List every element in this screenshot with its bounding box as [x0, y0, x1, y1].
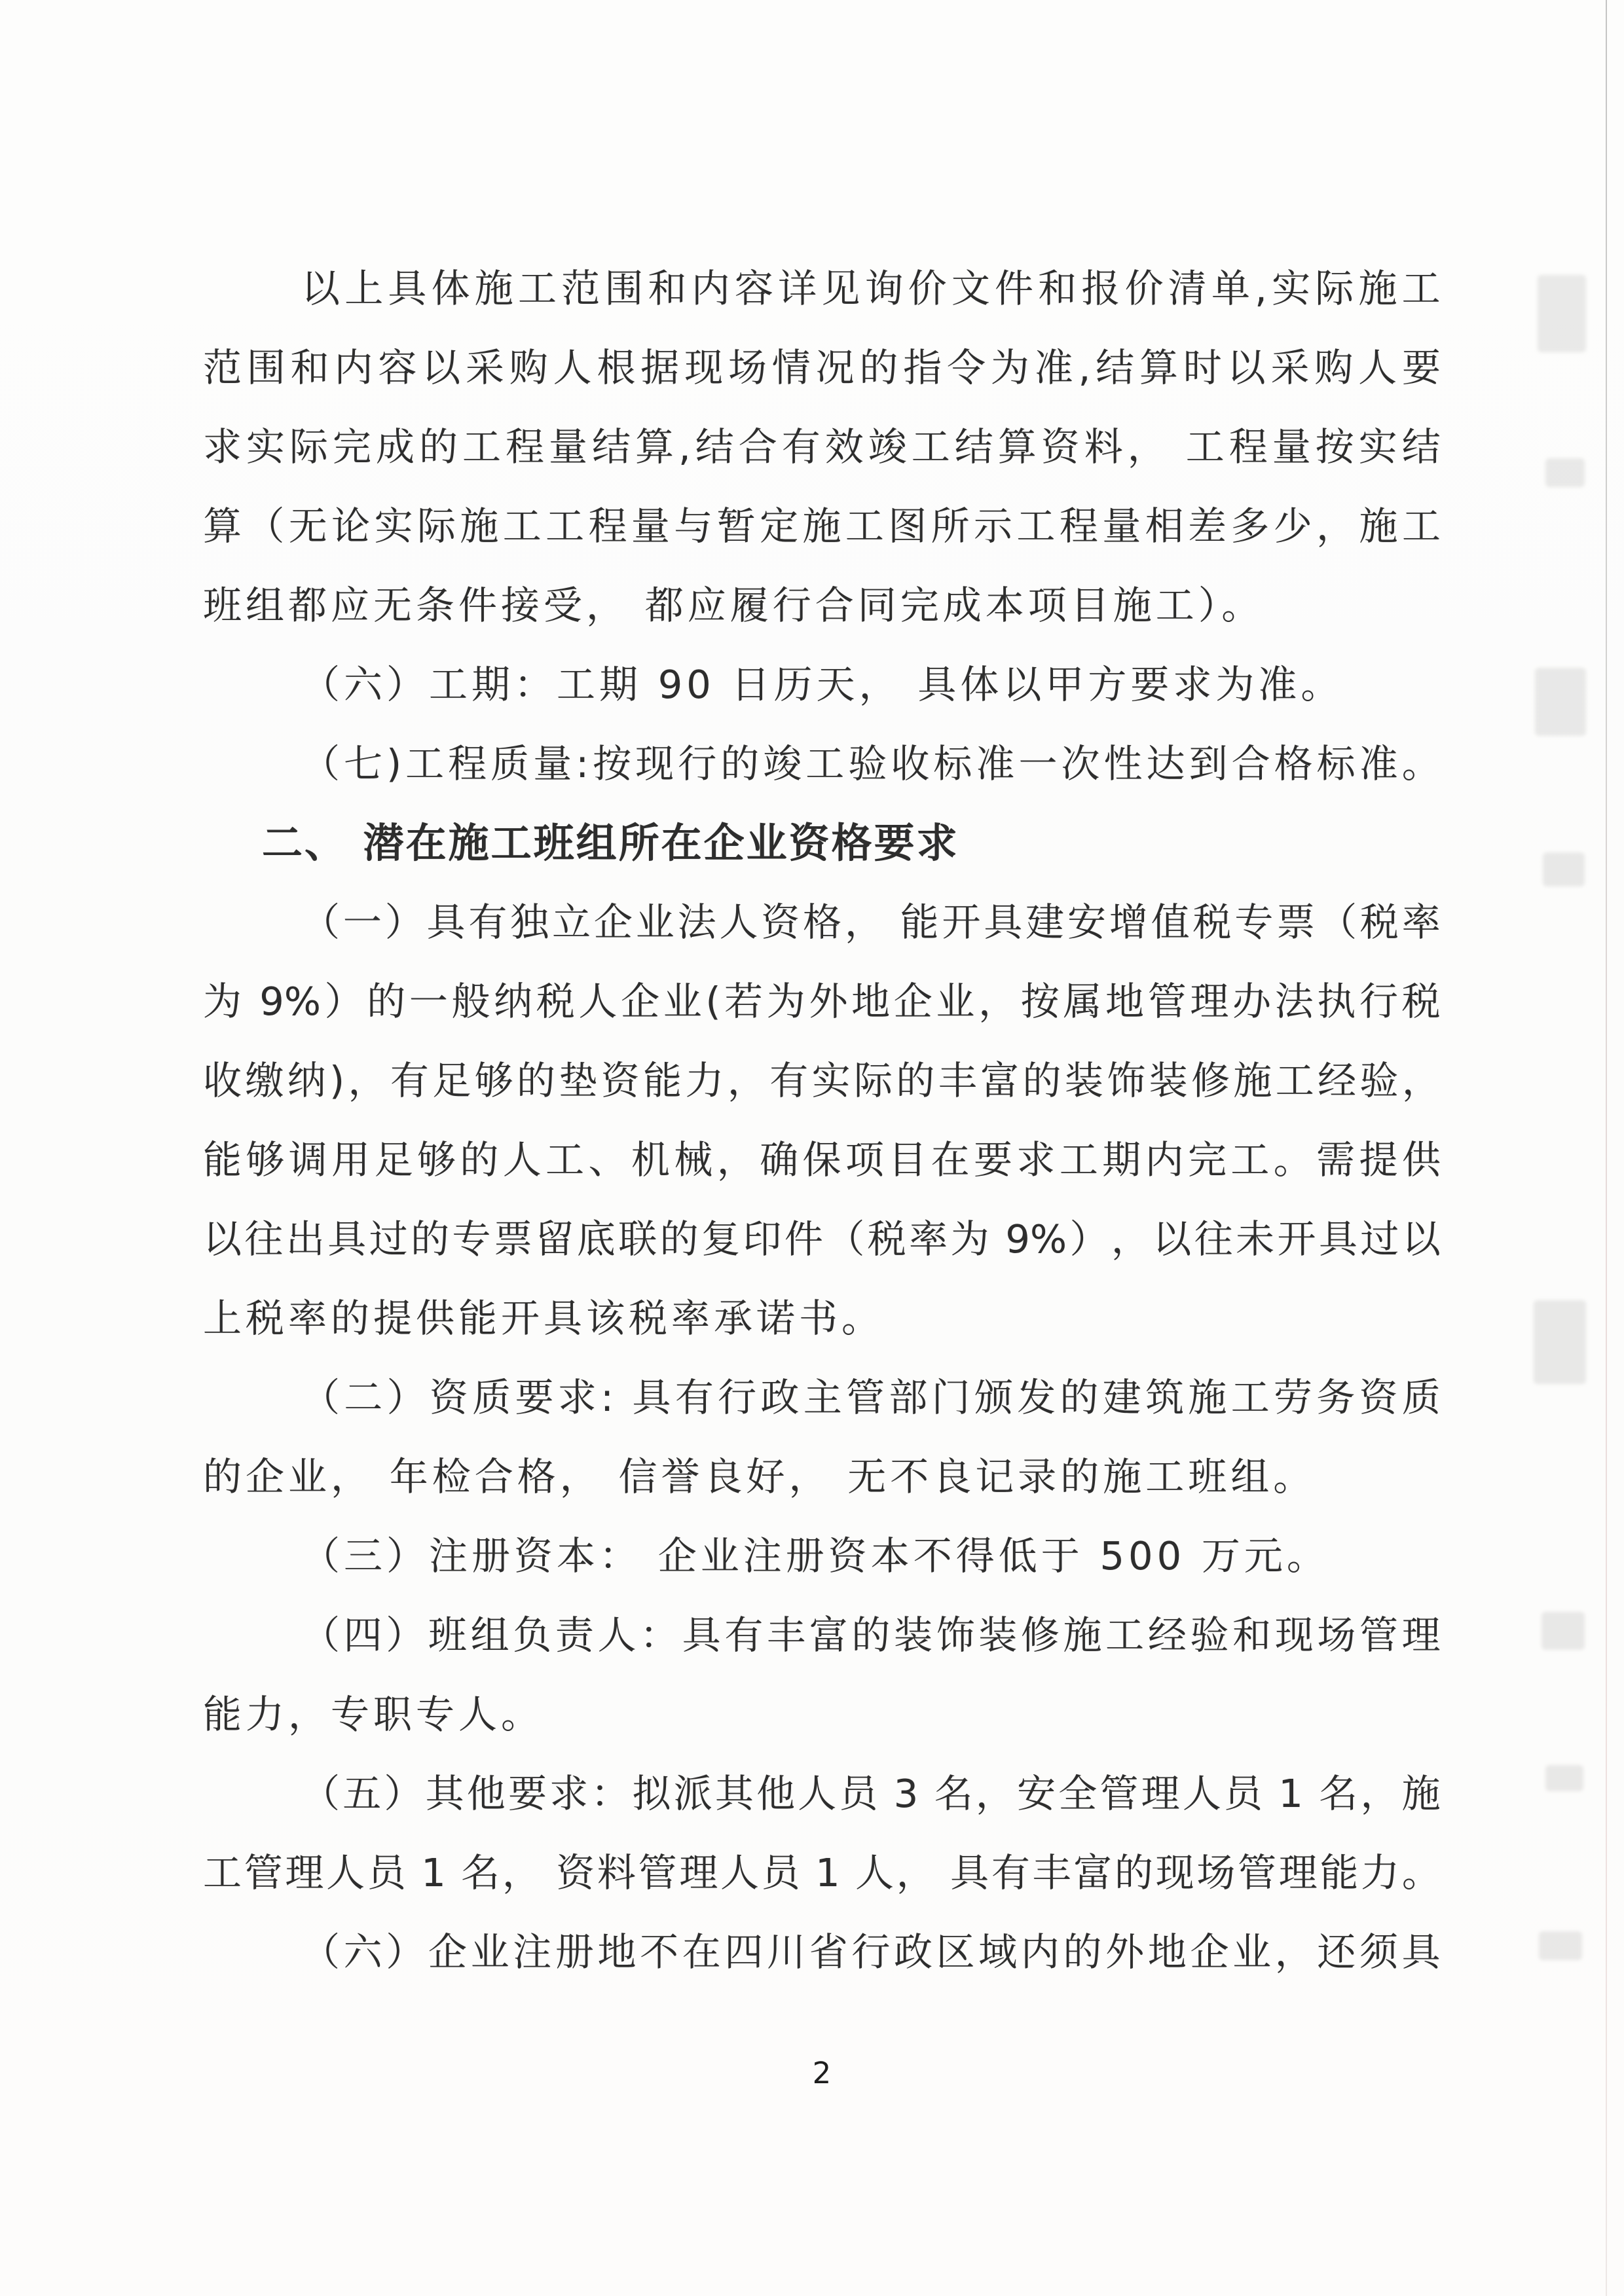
text-line: 上税率的提供能开具该税率承诺书。	[203, 1296, 885, 1341]
text-line: 能力，专职专人。	[203, 1692, 544, 1737]
text-line: （六）工期：工期 90 日历天， 具体以甲方要求为准。	[301, 662, 1344, 707]
text-line: （ 七 ) 工 程 质 量 : 按 现 行 的 竣 工 验 收 标 准 一 次 性 达 到 合 格 标 准 。	[301, 741, 1441, 786]
scan-artifact	[1538, 275, 1586, 352]
text-line: 能 够 调 用 足 够 的 人 工 、 机 械 ， 确 保 项 目 在 要 求 工 期 内 完 工 。 需 提 供	[203, 1137, 1441, 1182]
text-line: （三）注册资本： 企业注册资本不得低于 500 万元。	[301, 1533, 1329, 1578]
scan-artifact	[1535, 668, 1586, 736]
page-number: 2	[812, 2056, 832, 2090]
text-line: 收 缴 纳 ) ， 有 足 够 的 垫 资 能 力 ， 有 实 际 的 丰 富 的 装 饰 装 修 施 工 经 验 ，	[203, 1058, 1441, 1103]
text-line: （ 五 ） 其 他 要 求 ： 拟 派 其 他 人 员 3 名 ， 安 全 管 理 人 员 1 名 ， 施	[301, 1771, 1441, 1816]
text-line: 范 围 和 内 容 以 采 购 人 根 据 现 场 情 况 的 指 令 为 准 , 结 算 时 以 采 购 人 要	[203, 345, 1441, 390]
text-line: 以 往 出 具 过 的 专 票 留 底 联 的 复 印 件 （ 税 率 为 9% ） ， 以 往 未 开 具 过 以	[203, 1216, 1441, 1262]
text-line: 算 （ 无 论 实 际 施 工 工 程 量 与 暂 定 施 工 图 所 示 工 程 量 相 差 多 少 ， 施 工	[203, 503, 1441, 549]
text-line: 班组都应无条件接受， 都应履行合同完成本项目施工）。	[203, 583, 1264, 628]
scan-edge-line	[1606, 0, 1607, 2296]
scan-artifact	[1539, 1931, 1582, 1960]
scan-artifact	[1543, 852, 1585, 886]
text-line: 的企业， 年检合格， 信誉良好， 无不良记录的施工班组。	[203, 1454, 1316, 1499]
scan-artifact	[1541, 1612, 1585, 1650]
scan-artifact	[1534, 1300, 1586, 1384]
text-line: （ 六 ） 企 业 注 册 地 不 在 四 川 省 行 政 区 域 内 的 外 地 企 业 ， 还 须 具	[301, 1929, 1441, 1975]
text-line: （ 二 ） 资 质 要 求 : 具 有 行 政 主 管 部 门 颁 发 的 建 筑 施 工 劳 务 资 质	[301, 1375, 1441, 1420]
text-line: 求 实 际 完 成 的 工 程 量 结 算 , 结 合 有 效 竣 工 结 算 资 料 ， 工 程 量 按 实 结	[203, 424, 1441, 469]
scan-artifact	[1545, 1765, 1583, 1791]
text-line: 为 9% ） 的 一 般 纳 税 人 企 业 ( 若 为 外 地 企 业 ， 按 属 地 管 理 办 法 执 行 税	[203, 979, 1441, 1024]
text-line: 以 上 具 体 施 工 范 围 和 内 容 详 见 询 价 文 件 和 报 价 清 单 , 实 际 施 工	[301, 266, 1441, 311]
text-line: （ 四 ） 班 组 负 责 人 ： 具 有 丰 富 的 装 饰 装 修 施 工 经 验 和 现 场 管 理	[301, 1613, 1441, 1658]
text-line: 二、 潜在施工班组所在企业资格要求	[262, 819, 959, 867]
document-body	[203, 249, 1441, 1992]
scan-artifact	[1545, 458, 1585, 487]
text-line: （ 一 ） 具 有 独 立 企 业 法 人 资 格 ， 能 开 具 建 安 增 值 税 专 票 （ 税 率	[301, 900, 1441, 945]
text-line: 工 管 理 人 员 1 名 ， 资 料 管 理 人 员 1 人 ， 具 有 丰 富 的 现 场 管 理 能 力 。	[203, 1850, 1441, 1895]
